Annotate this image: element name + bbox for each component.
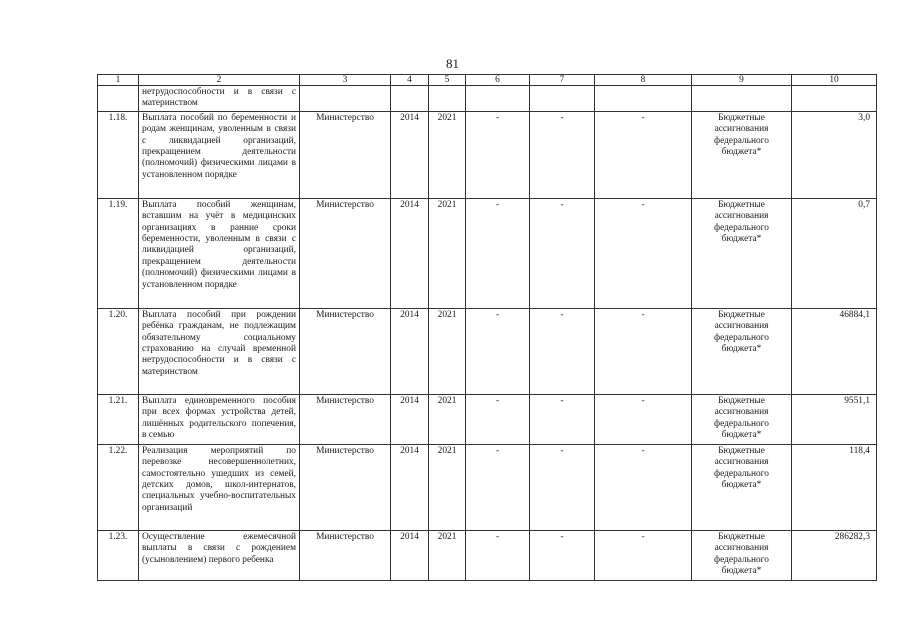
- column-header: 7: [530, 75, 595, 86]
- row-amount: 46884,1: [792, 308, 877, 394]
- row-description: Выплата пособий женщинам, вставшим на учёт в медицинских организациях в ранние сроки беременности, уволенным в связи с ликвидацией организаций, прекращением деятельности (полномочий) физическими лицами в установленном порядке: [139, 198, 300, 308]
- row-col7: -: [530, 198, 595, 308]
- page-number: 81: [446, 56, 459, 71]
- column-header: 9: [692, 75, 792, 86]
- row-executor: Министерство: [300, 308, 391, 394]
- row-col8: -: [595, 444, 692, 530]
- row-end-year: 2021: [429, 444, 466, 530]
- table-row: [98, 111, 877, 198]
- row-funding-source: Бюджетные ассигнования федерального бюджета*: [692, 444, 792, 530]
- row-col8: -: [595, 394, 692, 444]
- row-start-year: 2014: [391, 111, 429, 198]
- row-end-year: 2021: [429, 530, 466, 580]
- row-start-year: 2014: [391, 394, 429, 444]
- row-end-year: 2021: [429, 394, 466, 444]
- continuation-text: нетрудоспособности и в связи с материнством: [139, 86, 300, 112]
- row-description: Реализация мероприятий по перевозке несовершеннолетних, самостоятельно ушедших из семей, детских домов, школ-интернатов, специальных учебно-воспитательных организаций: [139, 444, 300, 530]
- row-amount: 9551,1: [792, 394, 877, 444]
- column-header: 1: [98, 75, 139, 86]
- row-executor: Министерство: [300, 530, 391, 580]
- row-number: 1.19.: [98, 198, 139, 308]
- row-col7: -: [530, 394, 595, 444]
- row-start-year: 2014: [391, 198, 429, 308]
- row-col6: -: [466, 198, 530, 308]
- row-description: Осуществление ежемесячной выплаты в связи с рождением (усыновлением) первого ребенка: [139, 530, 300, 580]
- column-header: 6: [466, 75, 530, 86]
- row-amount: 286282,3: [792, 530, 877, 580]
- row-amount: 118,4: [792, 444, 877, 530]
- row-col7: -: [530, 530, 595, 580]
- row-start-year: 2014: [391, 444, 429, 530]
- row-funding-source: Бюджетные ассигнования федерального бюджета*: [692, 308, 792, 394]
- table-row: [98, 444, 877, 530]
- row-amount: 0,7: [792, 198, 877, 308]
- column-header: 10: [792, 75, 877, 86]
- row-col6: -: [466, 444, 530, 530]
- row-col6: -: [466, 111, 530, 198]
- table-row: [98, 394, 877, 444]
- row-amount: 3,0: [792, 111, 877, 198]
- row-number: 1.21.: [98, 394, 139, 444]
- program-table: [97, 74, 877, 581]
- table-row: [98, 198, 877, 308]
- row-col6: -: [466, 394, 530, 444]
- row-start-year: 2014: [391, 308, 429, 394]
- row-number: 1.18.: [98, 111, 139, 198]
- row-funding-source: Бюджетные ассигнования федерального бюджета*: [692, 394, 792, 444]
- row-end-year: 2021: [429, 198, 466, 308]
- continuation-row: [98, 86, 877, 112]
- row-col8: -: [595, 308, 692, 394]
- row-executor: Министерство: [300, 444, 391, 530]
- column-header: 3: [300, 75, 391, 86]
- row-col7: -: [530, 308, 595, 394]
- row-start-year: 2014: [391, 530, 429, 580]
- row-number: 1.22.: [98, 444, 139, 530]
- table-row: [98, 308, 877, 394]
- row-funding-source: Бюджетные ассигнования федерального бюджета*: [692, 198, 792, 308]
- row-col8: -: [595, 198, 692, 308]
- column-header: 5: [429, 75, 466, 86]
- row-end-year: 2021: [429, 111, 466, 198]
- row-executor: Министерство: [300, 198, 391, 308]
- row-funding-source: Бюджетные ассигнования федерального бюджета*: [692, 111, 792, 198]
- column-header: 4: [391, 75, 429, 86]
- row-col8: -: [595, 111, 692, 198]
- row-col7: -: [530, 444, 595, 530]
- header-row: [98, 75, 877, 86]
- row-executor: Министерство: [300, 394, 391, 444]
- row-description: Выплата единовременного пособия при всех формах устройства детей, лишённых родительского попечения, в семью: [139, 394, 300, 444]
- row-funding-source: Бюджетные ассигнования федерального бюджета*: [692, 530, 792, 580]
- row-col6: -: [466, 530, 530, 580]
- column-header: 8: [595, 75, 692, 86]
- column-header: 2: [139, 75, 300, 86]
- row-end-year: 2021: [429, 308, 466, 394]
- row-number: 1.23.: [98, 530, 139, 580]
- table-row: [98, 530, 877, 580]
- row-col6: -: [466, 308, 530, 394]
- row-col7: -: [530, 111, 595, 198]
- row-description: Выплата пособий по беременности и родам женщинам, уволенным в связи с ликвидацией организаций, прекращением деятельности (полномочий) физическими лицами в установленном порядке: [139, 111, 300, 198]
- row-description: Выплата пособий при рождении ребёнка гражданам, не подлежащим обязательному социальному страхованию на случай временной нетрудоспособности и в связи с материнством: [139, 308, 300, 394]
- row-col8: -: [595, 530, 692, 580]
- row-number: 1.20.: [98, 308, 139, 394]
- row-executor: Министерство: [300, 111, 391, 198]
